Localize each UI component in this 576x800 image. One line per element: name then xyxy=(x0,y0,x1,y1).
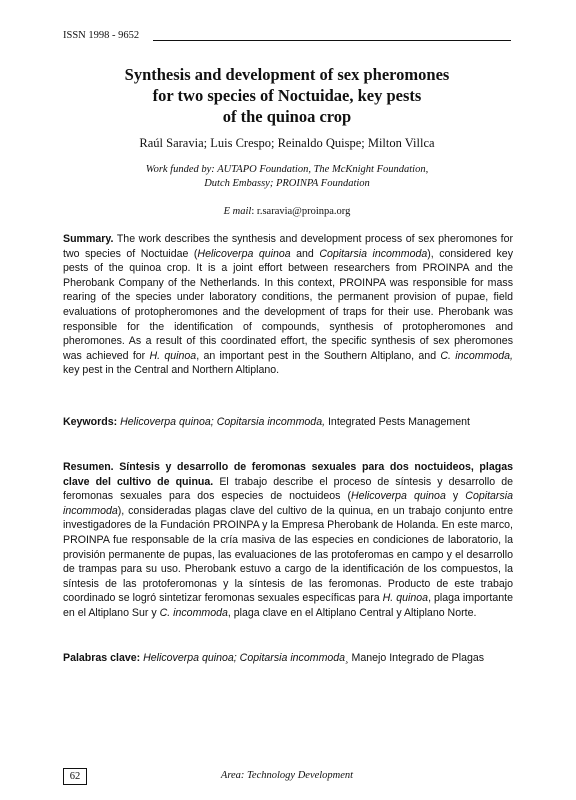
resumen-text: , plaga importante en el Altiplano Sur y xyxy=(63,592,513,619)
summary-paragraph xyxy=(63,232,513,378)
email-colon: : xyxy=(251,206,255,217)
species-name: C. incommoda, xyxy=(440,349,513,362)
resumen-text: y xyxy=(445,490,466,503)
palabras-species: Helicoverpa quinoa; Copitarsia incommoda¸ xyxy=(140,652,349,664)
header-rule xyxy=(153,40,511,41)
resumen-text: , plaga clave en el Altiplano Central y Altiplano Norte. xyxy=(227,606,477,619)
keywords-species: Helicoverpa quinoa; Copitarsia incommoda, xyxy=(117,416,326,428)
summary-text: The work describes the synthesis and development process of sex pheromones for two species of Noctuidae ( xyxy=(63,233,513,260)
title-line-2: for two species of Noctuidae, key pests xyxy=(152,86,422,105)
species-name: Helicoverpa quinoa xyxy=(351,490,446,503)
title-line-3: of the quinoa crop xyxy=(222,107,352,126)
resumen-text: ), consideradas plagas clave del cultivo de la quinua, en un trabajo conjunto entre investigadores de la Fundación PROINPA y la Empresa Pherobank de Holanda. En este marco, PROINPA fue responsable de la cría masiva de las especies en condiciones de laboratorio, la provisión permanente de pupas, las evaluaciones de las protoferomas en campo y el desarrollo de trampas para su uso. Pherobank estuvo a cargo de la identificación de los compuestos, la síntesis de las protoferomonas y la síntesis de las feromonas. Producto de este trabajo coordinado se logró sintetizar feromonas sexuales específicas para xyxy=(63,504,513,605)
footer-area: Area: Technology Development xyxy=(220,770,354,781)
palabras-clave xyxy=(63,651,513,666)
email-address[interactable]: r.saravia@proinpa.org xyxy=(256,206,351,217)
page-number: 62 xyxy=(63,768,87,785)
resumen-heading: Resumen. Síntesis y desarrollo de feromonas sexuales para dos noctuideos, plagas clave del cultivo de quinua. xyxy=(63,461,513,488)
title-line-1: Synthesis and development of sex pheromones xyxy=(124,65,450,84)
issn: ISSN 1998 - 9652 xyxy=(63,30,140,41)
keywords-label: Keywords: xyxy=(63,416,118,428)
species-name: H. quinoa xyxy=(149,349,197,362)
species-name: Copitarsia incommoda xyxy=(63,490,513,517)
funding-note xyxy=(63,163,511,191)
summary-text: and xyxy=(290,247,320,260)
species-name: C. incommoda xyxy=(159,606,228,619)
contact-email xyxy=(63,205,511,218)
email-label: E mail xyxy=(223,206,252,217)
palabras-label: Palabras clave: xyxy=(63,652,141,664)
summary-text: key pest in the Central and Northern Altiplano. xyxy=(63,364,280,377)
keywords xyxy=(63,415,513,430)
funding-line-2: Dutch Embassy; PROINPA Foundation xyxy=(204,178,370,189)
paper-title xyxy=(63,64,511,127)
authors: Raúl Saravia; Luis Crespo; Reinaldo Quispe; Milton Villca xyxy=(139,136,435,150)
summary-heading: Summary. xyxy=(63,233,114,245)
species-name: Helicoverpa quinoa xyxy=(197,247,291,260)
species-name: H. quinoa xyxy=(382,592,429,605)
funding-line-1: Work funded by: AUTAPO Foundation, The McKnight Foundation, xyxy=(145,164,429,175)
species-name: Copitarsia incommoda xyxy=(319,247,428,260)
summary-text: ), considered key pests of the quinoa crop. It is a joint effort between researchers from PROINPA and the Pherobank Company of the Netherlands. In this context, PROINPA was responsible for mass rearing of the species under laboratory conditions, the permanent provision of pupae, field evaluations of protopheromones and the development of traps for their use. Pherobank was responsible for the identification of compounds, synthesis of protopheromones and pheromones. As a result of this coordinated effort, the specific synthesis of sex pheromones was achieved for xyxy=(63,247,514,362)
summary-text: , an important pest in the Southern Altiplano, and xyxy=(196,349,441,362)
palabras-rest: Manejo Integrado de Plagas xyxy=(348,652,485,664)
keywords-rest: Integrated Pests Management xyxy=(325,416,470,428)
resumen-text: El trabajo describe el proceso de síntesis y desarrollo de feromonas sexuales para dos especies de noctuideos ( xyxy=(63,475,513,503)
running-header xyxy=(63,30,511,44)
resumen-paragraph xyxy=(63,460,513,621)
